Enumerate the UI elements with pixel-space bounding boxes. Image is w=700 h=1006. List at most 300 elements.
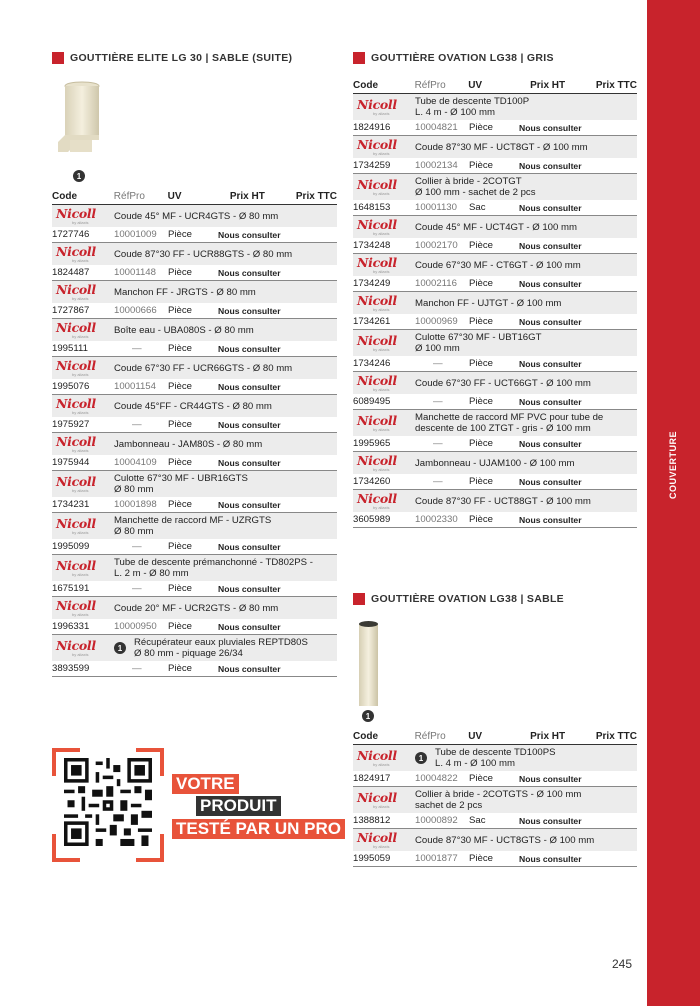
product-description xyxy=(415,833,594,848)
section-marker xyxy=(353,593,365,605)
product-row-details xyxy=(353,356,637,371)
product-description-text: Tube de descente TD100P L. 4 m - Ø 100 mm xyxy=(415,96,530,118)
table-row xyxy=(52,597,337,635)
product-row-details xyxy=(52,265,337,280)
product-row-details xyxy=(52,581,337,596)
product-price: Nous consulter xyxy=(519,160,582,171)
brand-logo-name: Nicoll xyxy=(56,205,96,221)
section-title-ovation-gris xyxy=(353,52,554,64)
product-description xyxy=(415,494,591,509)
product-row-header xyxy=(353,745,637,771)
item-number-badge: 1 xyxy=(415,752,427,764)
brand-logo-name: Nicoll xyxy=(357,372,397,388)
table-row xyxy=(52,513,337,555)
product-description xyxy=(114,209,278,224)
brand-logo-name: Nicoll xyxy=(357,96,397,112)
product-description-text: Culotte 67°30 MF - UBT16GT Ø 100 mm xyxy=(415,332,542,354)
product-price: Nous consulter xyxy=(218,583,281,594)
product-refpro: — xyxy=(132,663,142,674)
product-price: Nous consulter xyxy=(519,396,582,407)
downpipe-tube-image xyxy=(358,620,380,708)
downpipe-elbow-image xyxy=(58,80,106,162)
promo-line-3: TESTÉ PAR UN PRO xyxy=(172,819,345,839)
table-body xyxy=(353,94,637,528)
product-row-header xyxy=(353,330,637,356)
brand-logo-sub: by aliaxis xyxy=(373,346,390,352)
product-table-ovation-gris xyxy=(353,78,637,528)
table-row xyxy=(353,490,637,528)
product-row-header xyxy=(52,205,337,227)
product-description-text: Tube de descente TD100PS L. 4 m - Ø 100 mm xyxy=(435,747,556,769)
product-price: Nous consulter xyxy=(218,499,281,510)
product-uv: Pièce xyxy=(469,476,493,487)
product-code: 1734248 xyxy=(353,240,391,251)
header-prix-ht: Prix HT xyxy=(530,80,566,91)
product-row-details xyxy=(353,851,637,866)
product-code: 1975927 xyxy=(52,419,90,430)
product-description xyxy=(114,285,256,300)
product-code: 1648153 xyxy=(353,202,391,213)
product-description-text: Coude 20° MF - UCR2GTS - Ø 80 mm xyxy=(114,602,279,614)
product-uv: Pièce xyxy=(469,240,493,251)
header-prix-ttc: Prix TTC xyxy=(595,731,637,742)
brand-logo xyxy=(353,452,415,472)
product-refpro: — xyxy=(132,419,142,430)
product-description-text: Tube de descente prémanchonné - TD802PS - L. 2 m - Ø 80 mm xyxy=(114,557,313,579)
product-row-header xyxy=(52,281,337,303)
brand-logo xyxy=(52,597,114,617)
product-row-details xyxy=(353,394,637,409)
brand-logo-sub: by aliaxis xyxy=(72,295,89,301)
product-row-details xyxy=(52,455,337,470)
product-refpro: 10001130 xyxy=(415,202,457,213)
table-row xyxy=(353,136,637,174)
product-uv: Pièce xyxy=(469,773,493,784)
product-description xyxy=(415,296,561,311)
product-description-text: Coude 87°30 MF - UCT8GTS - Ø 100 mm xyxy=(415,834,595,846)
product-refpro: 10002330 xyxy=(415,514,458,525)
brand-logo-sub: by aliaxis xyxy=(72,371,89,377)
product-price: Nous consulter xyxy=(519,438,582,449)
product-description-text: Collier à bride - 2COTGTS - Ø 100 mm sachet de 2 pcs xyxy=(415,789,582,811)
product-refpro: 10004822 xyxy=(415,773,458,784)
product-description xyxy=(114,635,308,661)
product-refpro: — xyxy=(132,343,142,354)
product-refpro: — xyxy=(433,396,443,407)
brand-logo-name: Nicoll xyxy=(56,433,96,449)
section-title-text: GOUTTIÈRE ELITE LG 30 | SABLE (SUITE) xyxy=(70,52,293,64)
product-row-details xyxy=(353,474,637,489)
product-uv: Pièce xyxy=(168,663,192,674)
product-row-header xyxy=(353,410,637,436)
product-description xyxy=(114,513,271,539)
product-row-header xyxy=(353,829,637,851)
section-marker xyxy=(52,52,64,64)
product-uv: Sac xyxy=(469,815,486,826)
product-uv: Pièce xyxy=(469,278,493,289)
brand-logo xyxy=(52,319,114,339)
product-description xyxy=(114,323,254,338)
header-refpro: RéfPro xyxy=(113,191,145,202)
brand-logo-name: Nicoll xyxy=(357,490,397,506)
product-refpro: 10000950 xyxy=(114,621,157,632)
product-row-header xyxy=(52,357,337,379)
product-row-details xyxy=(353,771,637,786)
brand-logo-name: Nicoll xyxy=(357,332,397,348)
product-row-details xyxy=(52,303,337,318)
product-description-text: Culotte 67°30 MF - UBR16GTS Ø 80 mm xyxy=(114,473,248,495)
product-description-text: Coude 87°30 FF - UCR88GTS - Ø 80 mm xyxy=(114,248,293,260)
brand-logo-sub: by aliaxis xyxy=(72,611,89,617)
brand-logo xyxy=(52,395,114,415)
product-code: 1727746 xyxy=(52,229,90,240)
product-uv: Pièce xyxy=(469,160,493,171)
product-description-text: Collier à bride - 2COTGT Ø 100 mm - sachet de 2 pcs xyxy=(415,176,536,198)
product-description xyxy=(415,94,529,120)
brand-logo xyxy=(353,176,415,196)
product-description xyxy=(415,745,556,771)
brand-logo-sub: by aliaxis xyxy=(373,761,390,767)
product-refpro: — xyxy=(433,358,443,369)
brand-logo xyxy=(52,473,114,493)
brand-logo-name: Nicoll xyxy=(357,216,397,232)
header-uv: UV xyxy=(167,191,182,202)
product-uv: Sac xyxy=(469,202,486,213)
image-number-badge: 1 xyxy=(73,170,85,182)
product-code: 1995111 xyxy=(52,343,88,354)
section-title-text: GOUTTIÈRE OVATION LG38 | SABLE xyxy=(371,593,564,605)
table-header xyxy=(52,189,337,205)
brand-logo xyxy=(353,332,415,352)
product-price: Nous consulter xyxy=(519,202,582,213)
product-code: 3893599 xyxy=(52,663,90,674)
product-uv: Pièce xyxy=(469,358,493,369)
product-row-header xyxy=(52,597,337,619)
table-header xyxy=(353,78,637,94)
product-price: Nous consulter xyxy=(218,457,281,468)
brand-logo xyxy=(52,243,114,263)
brand-logo xyxy=(353,829,415,849)
brand-logo-name: Nicoll xyxy=(357,176,397,192)
product-row-details xyxy=(353,314,637,329)
product-uv: Pièce xyxy=(469,122,493,133)
product-row-details xyxy=(353,158,637,173)
product-description xyxy=(415,140,588,155)
product-price: Nous consulter xyxy=(519,815,582,826)
product-uv: Pièce xyxy=(168,229,192,240)
product-code: 1675191 xyxy=(52,583,90,594)
product-description xyxy=(415,258,581,273)
table-row xyxy=(52,395,337,433)
product-refpro: 10000969 xyxy=(415,316,458,327)
product-refpro: 10002170 xyxy=(415,240,458,251)
brand-logo xyxy=(52,433,114,453)
brand-logo-sub: by aliaxis xyxy=(373,150,390,156)
header-prix-ht: Prix HT xyxy=(229,191,265,202)
brand-logo xyxy=(52,557,114,577)
product-description xyxy=(415,330,541,356)
product-description-text: Manchette de raccord MF PVC pour tube de descente de 100 ZTGT - gris - Ø 100 mm xyxy=(415,412,604,434)
product-price: Nous consulter xyxy=(519,240,582,251)
product-refpro: 10004109 xyxy=(114,457,157,468)
brand-logo-sub: by aliaxis xyxy=(373,230,390,236)
brand-logo-name: Nicoll xyxy=(56,597,96,613)
product-row-header xyxy=(52,471,337,497)
product-code: 1824917 xyxy=(353,773,391,784)
table-row xyxy=(353,254,637,292)
product-description-text: Coude 67°30 FF - UCT66GT - Ø 100 mm xyxy=(415,377,591,389)
product-row-details xyxy=(52,539,337,554)
qr-code-image xyxy=(64,758,152,846)
brand-logo-name: Nicoll xyxy=(56,357,96,373)
product-row-header xyxy=(52,395,337,417)
brand-logo-sub: by aliaxis xyxy=(373,803,390,809)
table-row xyxy=(353,745,637,787)
product-price: Nous consulter xyxy=(218,381,281,392)
product-description-text: Coude 45°FF - CR44GTS - Ø 80 mm xyxy=(114,400,272,412)
brand-logo xyxy=(353,490,415,510)
product-uv: Pièce xyxy=(469,316,493,327)
brand-logo-name: Nicoll xyxy=(357,789,397,805)
table-row xyxy=(353,829,637,867)
table-row xyxy=(52,205,337,243)
product-refpro: 10001877 xyxy=(415,853,458,864)
brand-logo-name: Nicoll xyxy=(56,319,96,335)
product-table-ovation-sable xyxy=(353,729,637,867)
product-description xyxy=(415,174,536,200)
product-description xyxy=(114,555,313,581)
product-row-details xyxy=(353,276,637,291)
brand-logo xyxy=(353,372,415,392)
brand-logo-sub: by aliaxis xyxy=(72,651,89,657)
product-table-elite-sable xyxy=(52,189,337,677)
product-row-details xyxy=(52,661,337,676)
table-body xyxy=(52,205,337,677)
product-description-text: Jambonneau - UJAM100 - Ø 100 mm xyxy=(415,457,575,469)
brand-logo-name: Nicoll xyxy=(56,243,96,259)
product-uv: Pièce xyxy=(168,583,192,594)
header-uv: UV xyxy=(468,80,483,91)
product-refpro: 10000892 xyxy=(415,815,458,826)
brand-logo-sub: by aliaxis xyxy=(373,843,390,849)
promo-line-1: VOTRE xyxy=(172,774,239,794)
product-description-text: Coude 67°30 FF - UCR66GTS - Ø 80 mm xyxy=(114,362,293,374)
brand-logo-name: Nicoll xyxy=(56,473,96,489)
product-price: Nous consulter xyxy=(519,316,582,327)
product-refpro: — xyxy=(132,583,142,594)
product-price: Nous consulter xyxy=(218,267,281,278)
product-row-header xyxy=(52,433,337,455)
brand-logo xyxy=(353,292,415,312)
brand-logo-sub: by aliaxis xyxy=(373,426,390,432)
brand-logo xyxy=(353,96,415,116)
brand-logo xyxy=(52,515,114,535)
product-uv: Pièce xyxy=(168,343,192,354)
brand-logo-sub: by aliaxis xyxy=(373,268,390,274)
brand-logo-name: Nicoll xyxy=(56,395,96,411)
product-code: 1388812 xyxy=(353,815,391,826)
brand-logo-name: Nicoll xyxy=(56,515,96,531)
table-row xyxy=(52,635,337,677)
header-refpro: RéfPro xyxy=(414,80,446,91)
brand-logo-name: Nicoll xyxy=(56,637,96,653)
product-description-text: Coude 67°30 MF - CT6GT - Ø 100 mm xyxy=(415,259,581,271)
product-refpro: — xyxy=(433,438,443,449)
table-row xyxy=(52,555,337,597)
product-description xyxy=(114,471,248,497)
product-refpro: 10002116 xyxy=(415,278,457,289)
table-row xyxy=(353,216,637,254)
product-code: 1734231 xyxy=(52,499,90,510)
product-description xyxy=(415,220,577,235)
header-code: Code xyxy=(353,80,378,91)
product-uv: Pièce xyxy=(168,381,192,392)
brand-logo xyxy=(353,789,415,809)
brand-logo-sub: by aliaxis xyxy=(373,110,390,116)
brand-logo-sub: by aliaxis xyxy=(72,487,89,493)
brand-logo-sub: by aliaxis xyxy=(373,190,390,196)
page-number: 245 xyxy=(612,957,633,971)
product-price: Nous consulter xyxy=(519,853,582,864)
product-row-header xyxy=(353,254,637,276)
product-price: Nous consulter xyxy=(519,773,582,784)
product-code: 1824487 xyxy=(52,267,90,278)
product-refpro: 10000666 xyxy=(114,305,157,316)
image-number-badge: 1 xyxy=(362,710,374,722)
product-code: 1734260 xyxy=(353,476,391,487)
brand-logo-sub: by aliaxis xyxy=(373,466,390,472)
table-row xyxy=(52,357,337,395)
product-row-header xyxy=(52,555,337,581)
brand-logo-sub: by aliaxis xyxy=(373,386,390,392)
table-row xyxy=(52,471,337,513)
table-row xyxy=(353,452,637,490)
product-uv: Pièce xyxy=(469,853,493,864)
item-number-badge: 1 xyxy=(114,642,126,654)
product-code: 6089495 xyxy=(353,396,391,407)
product-description xyxy=(114,601,278,616)
product-uv: Pièce xyxy=(168,419,192,430)
product-refpro: 10001148 xyxy=(114,267,156,278)
header-prix-ttc: Prix TTC xyxy=(295,191,338,202)
product-row-header xyxy=(353,94,637,120)
sidebar-category: COUVERTURE xyxy=(668,430,679,500)
table-row xyxy=(52,319,337,357)
product-row-details xyxy=(353,200,637,215)
product-price: Nous consulter xyxy=(519,278,582,289)
product-price: Nous consulter xyxy=(218,621,281,632)
product-row-header xyxy=(353,292,637,314)
table-row xyxy=(353,330,637,372)
product-description-text: Manchon FF - UJTGT - Ø 100 mm xyxy=(415,297,562,309)
product-row-header xyxy=(52,635,337,661)
product-row-details xyxy=(52,619,337,634)
section-marker xyxy=(353,52,365,64)
product-code: 1995965 xyxy=(353,438,391,449)
product-code: 3605989 xyxy=(353,514,391,525)
product-code: 1727867 xyxy=(52,305,90,316)
product-description-text: Manchette de raccord MF - UZRGTS Ø 80 mm xyxy=(114,515,272,537)
sidebar-band xyxy=(647,0,700,1006)
table-row xyxy=(52,433,337,471)
product-row-header xyxy=(353,174,637,200)
product-row-header xyxy=(353,787,637,813)
product-code: 1734261 xyxy=(353,316,391,327)
brand-logo-sub: by aliaxis xyxy=(72,571,89,577)
product-price: Nous consulter xyxy=(519,358,582,369)
brand-logo-sub: by aliaxis xyxy=(373,504,390,510)
product-description xyxy=(415,787,581,813)
table-row xyxy=(353,410,637,452)
brand-logo-sub: by aliaxis xyxy=(373,306,390,312)
product-uv: Pièce xyxy=(168,457,192,468)
product-description-text: Jambonneau - JAM80S - Ø 80 mm xyxy=(114,438,263,450)
product-code: 1975944 xyxy=(52,457,90,468)
promo-line-2: PRODUIT xyxy=(196,796,281,816)
table-row xyxy=(353,292,637,330)
product-refpro: — xyxy=(433,476,443,487)
brand-logo xyxy=(52,205,114,225)
product-price: Nous consulter xyxy=(218,419,281,430)
product-description xyxy=(415,410,603,436)
table-header xyxy=(353,729,637,745)
brand-logo xyxy=(353,747,415,767)
product-price: Nous consulter xyxy=(519,514,582,525)
header-code: Code xyxy=(353,731,378,742)
brand-logo-sub: by aliaxis xyxy=(72,257,89,263)
product-description xyxy=(415,376,591,391)
product-code: 1995059 xyxy=(353,853,391,864)
product-price: Nous consulter xyxy=(218,305,281,316)
brand-logo-name: Nicoll xyxy=(357,412,397,428)
brand-logo xyxy=(52,357,114,377)
brand-logo xyxy=(353,412,415,432)
table-row xyxy=(353,787,637,829)
product-price: Nous consulter xyxy=(519,122,582,133)
product-uv: Pièce xyxy=(469,396,493,407)
section-title-text: GOUTTIÈRE OVATION LG38 | GRIS xyxy=(371,52,554,64)
brand-logo-name: Nicoll xyxy=(357,829,397,845)
product-refpro: 10004821 xyxy=(415,122,458,133)
product-row-details xyxy=(52,497,337,512)
product-refpro: 10001154 xyxy=(114,381,156,392)
product-row-header xyxy=(52,243,337,265)
table-body xyxy=(353,745,637,867)
product-price: Nous consulter xyxy=(218,229,281,240)
table-row xyxy=(353,372,637,410)
brand-logo xyxy=(52,637,114,657)
product-description-text: Boîte eau - UBA080S - Ø 80 mm xyxy=(114,324,254,336)
brand-logo-name: Nicoll xyxy=(357,452,397,468)
product-price: Nous consulter xyxy=(218,541,281,552)
brand-logo-sub: by aliaxis xyxy=(72,409,89,415)
brand-logo xyxy=(353,254,415,274)
product-row-details xyxy=(353,813,637,828)
product-uv: Pièce xyxy=(168,499,192,510)
brand-logo-name: Nicoll xyxy=(357,292,397,308)
section-title-elite-sable xyxy=(52,52,292,64)
product-code: 1996331 xyxy=(52,621,90,632)
product-row-details xyxy=(353,238,637,253)
product-refpro: 10001009 xyxy=(114,229,157,240)
product-description xyxy=(114,399,272,414)
table-row xyxy=(52,281,337,319)
brand-logo-name: Nicoll xyxy=(357,747,397,763)
brand-logo-sub: by aliaxis xyxy=(72,219,89,225)
brand-logo xyxy=(52,281,114,301)
product-code: 1734246 xyxy=(353,358,391,369)
product-row-details xyxy=(52,227,337,242)
